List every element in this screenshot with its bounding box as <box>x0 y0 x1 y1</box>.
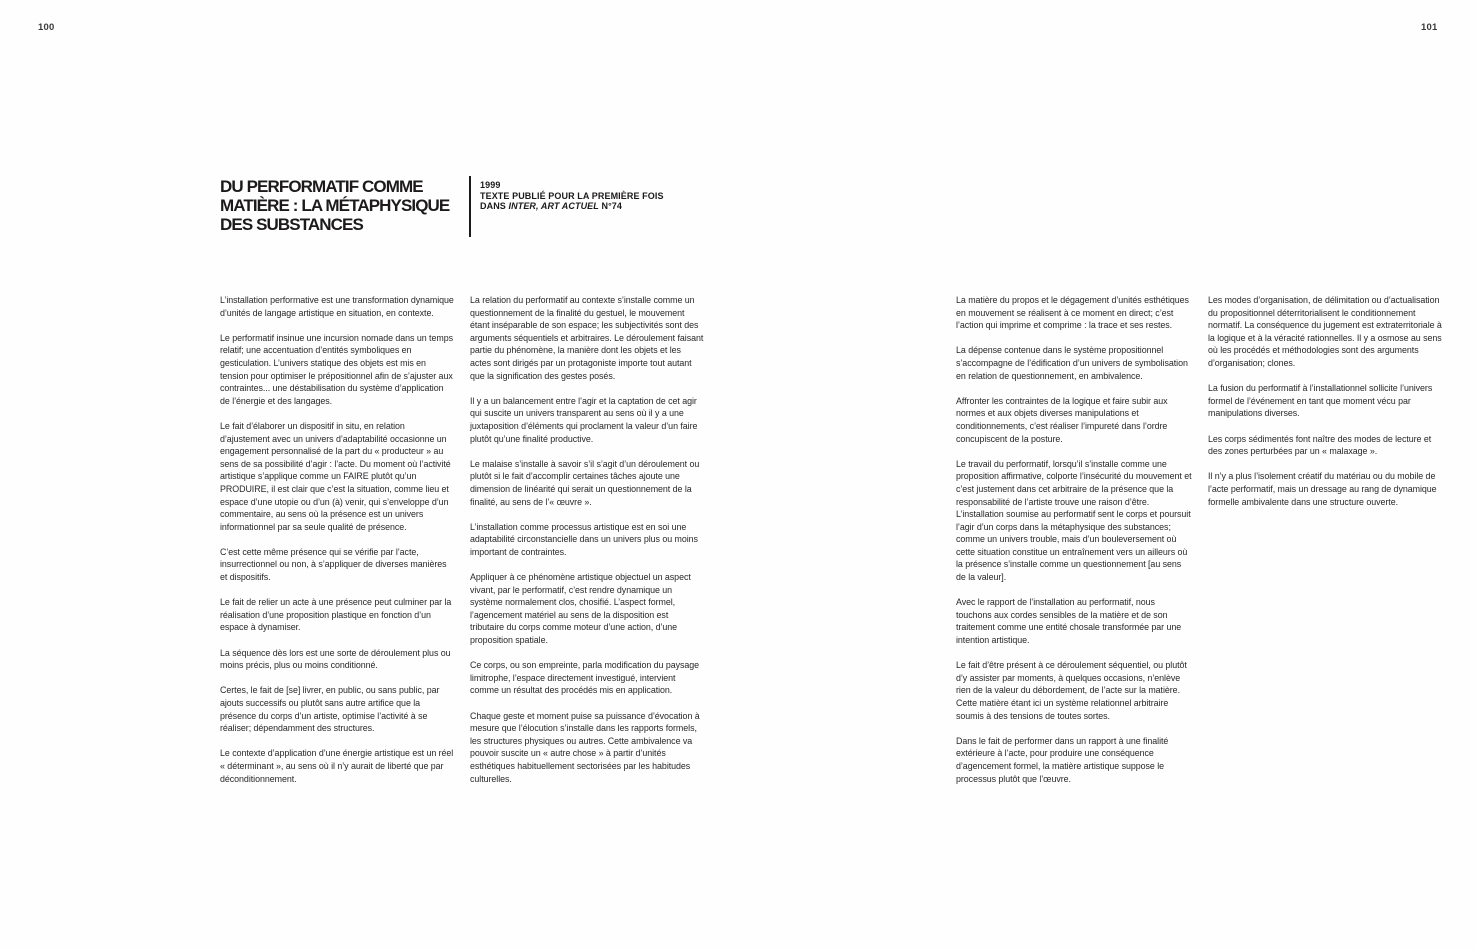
page-number-left: 100 <box>38 22 55 33</box>
paragraph: La dépense contenue dans le système propositionnel s’accompagne de l’édification d’un univers de symbolisation en relation de questionnement, en ambivalence. <box>956 345 1188 381</box>
paragraph: Le contexte d’application d’une énergie artistique est un réel « déterminant », au sens où il n’y aurait de liberté que par déconditionnement. <box>220 748 454 784</box>
paragraph: Les modes d’organisation, de délimitation ou d’actualisation du propositionnel déterritorialisent le conditionnement normatif. La conséquence du jugement est extraterritoriale à la logique et à la véracité rationnelles. Il y a osmose au sens où les procédés et méthodologies sont des arguments d’organisation; clones. <box>1208 295 1442 368</box>
publication-year: 1999 <box>480 180 501 190</box>
paragraph: La séquence dès lors est une sorte de déroulement plus ou moins précis, plus ou moins conditionné. <box>220 647 451 671</box>
paragraph: L’installation comme processus artistique est en soi une adaptabilité circonstancielle dans un univers plus ou moins important de contraintes. <box>470 521 698 557</box>
paragraph: Avec le rapport de l’installation au performatif, nous touchons aux cordes sensibles de la matière et de son traitement comme une entité chosale transformée par une intention artistique. <box>956 597 1182 646</box>
text-column-3 <box>956 294 1192 798</box>
paragraph: Appliquer à ce phénomène artistique objectuel un aspect vivant, par le performatif, c’est rendre dynamique un système normalement clos, chosifié. L’aspect formel, l’agencement matériel au sens de la disposition est tributaire du corps comme moteur d’une action, d’une proposition spatiale. <box>470 572 691 646</box>
paragraph: Chaque geste et moment puise sa puissance d’évocation à mesure que l’élocution s’installe dans les rapports formels, les structures physiques ou autres. Cette ambivalence va pouvoir suscite un « autre chose » à partir d’unités esthétiques habituellement sectorisées par les habitudes culturelles. <box>470 710 700 784</box>
paragraph: La matière du propos et le dégagement d’unités esthétiques en mouvement se réalisent à ce moment en direct; c’est l’action qui imprime et comprime : la trace et ses restes. <box>956 295 1189 331</box>
paragraph: Le fait d’élaborer un dispositif in situ, en relation d’ajustement avec un univers d’adaptabilité occasionne un engagement personnalisé de la part du « producteur » au sens de sa possibilité d’agir : l’acte. Du moment où l’activité artistique s’applique comme un FAIRE plutôt qu’un PRODUIRE, il est clair que c’est la situation, comme lieu et espace d’une utopie ou d’un (à) venir, qui s’enveloppe d’un commentaire, au sens où la présence est un univers informationnel par sa seule qualité de présence. <box>220 420 451 532</box>
paragraph: L’installation performative est une transformation dynamique d’unités de langage artistique en situation, en contexte. <box>220 295 454 318</box>
article-title <box>220 177 449 234</box>
page-number-right: 101 <box>1421 22 1438 33</box>
publication-note-suffix: N°74 <box>598 201 623 211</box>
publication-note <box>480 180 664 212</box>
publication-note-line2: TEXTE PUBLIÉ POUR LA PREMIÈRE FOIS <box>480 190 664 201</box>
article-title-line1: DU PERFORMATIF COMME <box>220 177 423 196</box>
paragraph: Le fait de relier un acte à une présence peut culminer par la réalisation d’une proposition plastique en fonction d’un espace à dynamiser. <box>220 597 452 633</box>
paragraph: Affronter les contraintes de la logique et faire subir aux normes et aux objets diverses manipulations et conditionnements, c’est réaliser l’impureté dans l’ordre concupiscent de la posture. <box>956 395 1168 444</box>
paragraph: Les corps sédimentés font naître des modes de lecture et des zones perturbées par un « malaxage ». <box>1208 433 1432 457</box>
publication-note-prefix: DANS <box>480 201 509 211</box>
text-column-4 <box>1208 294 1444 521</box>
paragraph: Le fait d’être présent à ce déroulement séquentiel, ou plutôt d’y assister par moments, à quelques occasions, n’enlève rien de la valeur du débordement, de l’acte sur la matière. Cette matière étant ici un système relationnel arbitraire soumis à des tensions de toutes sortes. <box>956 660 1187 721</box>
publication-note-journal: INTER, ART ACTUEL <box>508 201 599 211</box>
paragraph: Le travail du performatif, lorsqu’il s’installe comme une proposition affirmative, colporte l’insécurité du mouvement et c’est justement dans cet arbitraire de la présence que la responsabilité de l’artiste trouve une raison d’être. L’installation soumise au performatif sent le corps et poursuit l’agir d’un corps dans la métaphysique des substances; comme un univers trouble, mais d’un bouleversement où cette situation constitue un entraînement vers un ailleurs où la présence s’installe comme un questionnement [au sens de la valeur]. <box>956 458 1192 583</box>
article-title-line2: MATIÈRE : LA MÉTAPHYSIQUE <box>220 196 450 215</box>
text-column-1 <box>220 294 454 798</box>
paragraph: Dans le fait de performer dans un rapport à une finalité extérieure à l’acte, pour produire une conséquence d’agencement formel, la matière artistique suppose le processus plutôt que l’œuvre. <box>956 735 1169 784</box>
paragraph: Le malaise s’installe à savoir s’il s’agit d’un déroulement ou plutôt si le fait d’accomplir certaines tâches ajoute une dimension de linéarité qui serait un questionnement de la finalité, au sens de l’« œuvre ». <box>470 458 700 507</box>
text-column-2 <box>470 294 704 798</box>
paragraph: Il y a un balancement entre l’agir et la captation de cet agir qui suscite un univers transparent au sens où il y a une juxtaposition d’éléments qui proclament la valeur d’un faire plutôt qu’une finalité productive. <box>470 395 698 444</box>
paragraph: C’est cette même présence qui se vérifie par l’acte, insurrectionnel ou non, à s’appliquer de diverses manières et dispositifs. <box>220 546 447 583</box>
paragraph: La relation du performatif au contexte s’installe comme un questionnement de la finalité du gestuel, le mouvement étant inséparable de son espace; les subjectivités sont des arguments séquentiels et arbitraires. Le déroulement faisant partie du phénomène, la manière dont les objets et les actes sont dirigés par un protagoniste importe tout autant que la signification des gestes posés. <box>470 295 704 381</box>
paragraph: Certes, le fait de [se] livrer, en public, ou sans public, par ajouts successifs ou plutôt sans autre artifice que la présence du corps d’un artiste, optimise l’activité à se réaliser; dépendamment des structures. <box>220 685 440 734</box>
paragraph: Ce corps, ou son empreinte, parla modification du paysage limitrophe, l’espace directement investigué, intervient comme un résultat des procédés mis en application. <box>470 660 700 696</box>
paragraph: La fusion du performatif à l’installationnel sollicite l’univers formel de l’événement en tant que moment vécu par manipulations diverses. <box>1208 383 1433 419</box>
article-title-line3: DES SUBSTANCES <box>220 215 363 234</box>
paragraph: Le performatif insinue une incursion nomade dans un temps relatif; une accentuation d’entités symboliques en gesticulation. L’univers statique des objets est mis en tension pour optimiser le prépositionnel afin de s’ajuster aux contraintes... une déstabilisation du système d’application de l’énergie et des langages. <box>220 332 453 406</box>
paragraph: Il n’y a plus l’isolement créatif du matériau ou du mobile de l’acte performatif, mais un dressage au rang de dynamique formelle ambivalente dans une structure ouverte. <box>1208 471 1437 507</box>
publication-note-line3 <box>480 201 664 212</box>
title-divider-rule <box>469 176 471 237</box>
